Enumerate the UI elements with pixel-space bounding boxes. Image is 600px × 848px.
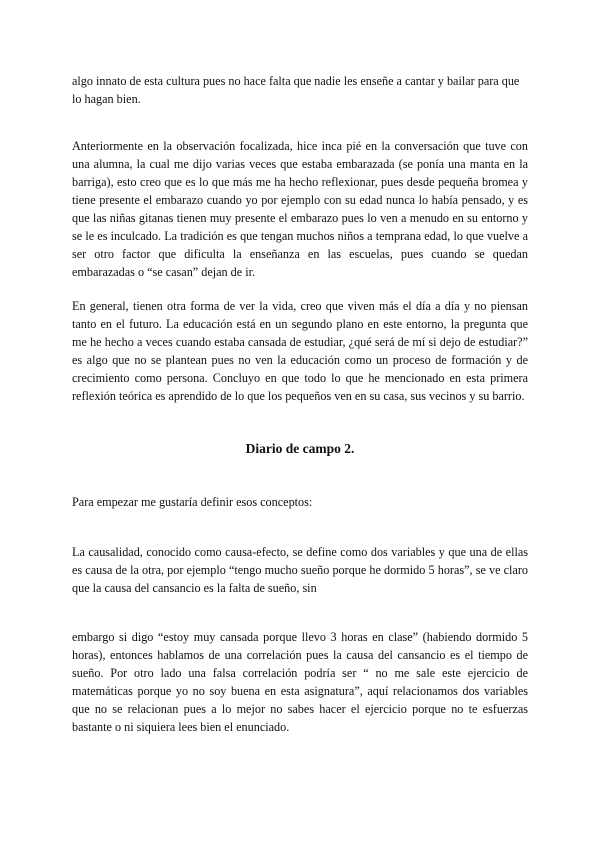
document-page: [72, 0, 528, 848]
paragraph-definitions-intro: Para empezar me gustaría definir esos conceptos:: [72, 495, 313, 509]
paragraph-intro-continuation: algo innato de esta cultura pues no hace falta que nadie les enseñe a cantar y bailar para que lo hagan bien.: [72, 74, 520, 106]
paragraph-correlation: embargo si digo “estoy muy cansada porque llevo 3 horas en clase” (habiendo dormido 5 horas), entonces hablamos de una correlación pues la causa del cansancio es el tiempo de sueño. Por otro lado una falsa correlación podría ser “ no me sale este ejercicio de matemáticas porque yo no soy buena en esta asignatura”, aquí relacionamos dos variables que no se relacionan pues a lo mejor no sabes hacer el ejercicio porque no te esfuerzas bastante o ni siquiera lees bien el enunciado.: [72, 630, 528, 734]
paragraph-observation: Anteriormente en la observación focalizada, hice inca pié en la conversación que tuve con una alumna, la cual me dijo varias veces que estaba embarazada (se ponía una manta en la barriga), esto creo que es lo que más me ha hecho reflexionar, pues desde pequeña bromea y tiene presente el embarazo cuando yo por ejemplo con su edad nunca lo había pensado, y es que las niñas gitanas tienen muy presente el embarazo pues lo ven a menudo en su entorno y se le es inculcado. La tradición es que tengan muchos niños a temprana edad, lo que vuelve a ser otro factor que dificulta la enseñanza en las escuelas, pues cuando se quedan embarazadas o “se casan” dejan de ir.: [72, 139, 528, 279]
section-heading: Diario de campo 2.: [245, 441, 355, 456]
paragraph-causality: La causalidad, conocido como causa-efecto, se define como dos variables y que una de ellas es causa de la otra, por ejemplo “tengo mucho sueño porque he dormido 5 horas”, se ve claro que la causa del cansancio es la falta de sueño, sin: [72, 545, 528, 595]
paragraph-reflection: En general, tienen otra forma de ver la vida, creo que viven más el día a día y no piensan tanto en el futuro. La educación está en un segundo plano en este entorno, la pregunta que me he hecho a veces cuando estaba cansada de estudiar, ¿qué será de mí si dejo de estudiar?” es algo que no se plantean pues no ven la educación como un proceso de formación y de crecimiento como persona. Concluyo en que todo lo que he mencionado en esta primera reflexión teórica es aprendido de lo que los pequeños ven en su casa, sus vecinos y su barrio.: [72, 299, 528, 403]
